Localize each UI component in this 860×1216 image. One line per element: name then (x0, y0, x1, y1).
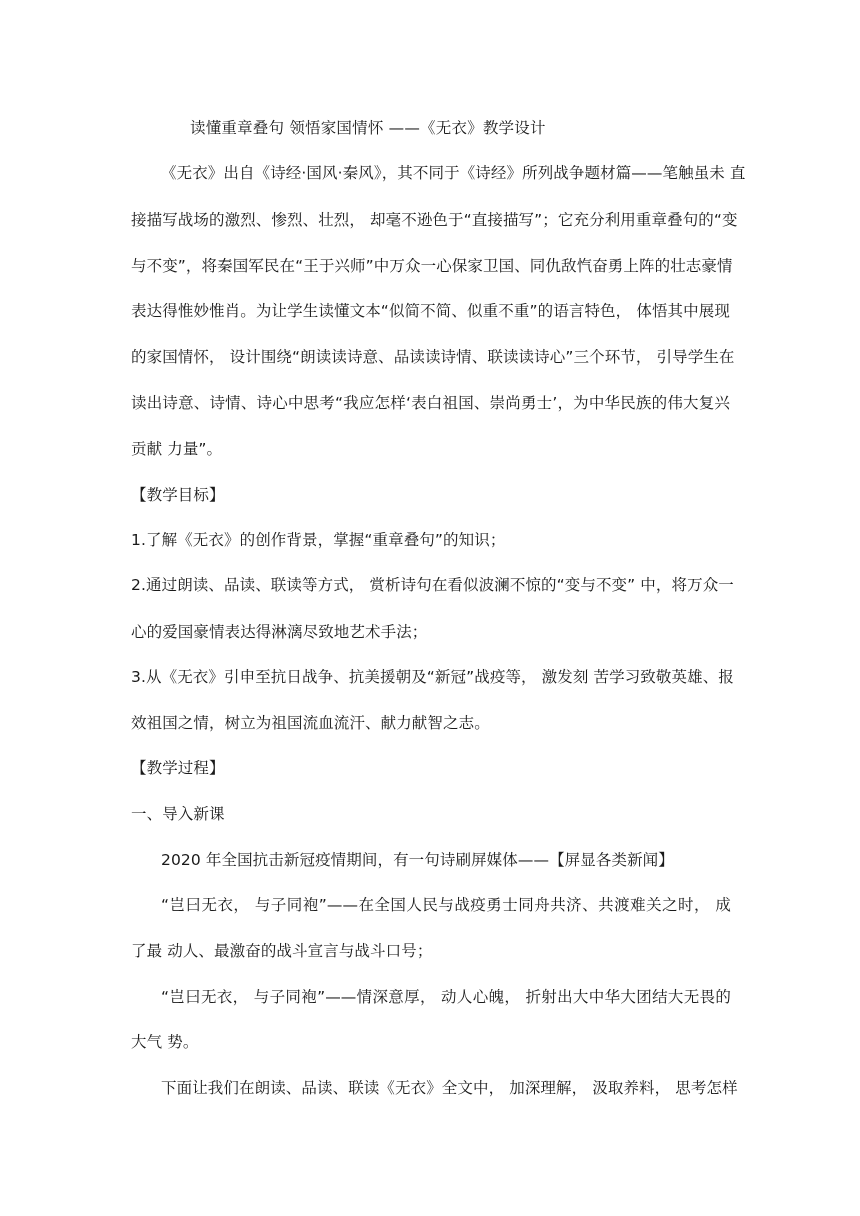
intro-line: 接描写战场的激烈、惨烈、壮烈， 却毫不逊色于“直接描写”；它充分利用重章叠句的“变 (131, 211, 738, 229)
objective-line: 效祖国之情，树立为祖国流血流汗、献力献智之志。 (131, 714, 490, 732)
intro-line: 读出诗意、诗情、诗心中思考“我应怎样‘表白祖国、崇尚勇士’，为中华民族的伟大复兴 (131, 394, 730, 412)
objective-line: 2.通过朗读、品读、联读等方式， 赏析诗句在看似波澜不惊的“变与不变” 中，将万众一 (131, 576, 734, 594)
objective-line: 心的爱国豪情表达得淋漓尽致地艺术手法； (131, 623, 428, 641)
lead-in-line: 下面让我们在朗读、品读、联读《无衣》全文中， 加深理解， 汲取养料， 思考怎样 (161, 1079, 738, 1097)
section-heading: 一、导入新课 (131, 805, 225, 823)
intro-line: 贡献 力量”。 (131, 440, 223, 458)
intro-line: 与不变”，将秦国军民在“王于兴师”中万众一心保家卫国、同仇敌忾奋勇上阵的壮志豪情 (131, 257, 733, 275)
intro-line: 《无衣》出自《诗经·国风·秦风》，其不同于《诗经》所列战争题材篇——笔触虽未 直 (161, 164, 746, 182)
objectives-heading: 【教学目标】 (131, 486, 225, 504)
lead-in-line: 了最 动人、最激奋的战斗宣言与战斗口号； (131, 942, 433, 960)
objective-line: 1.了解《无衣》的创作背景，掌握“重章叠句”的知识； (131, 531, 506, 549)
lead-in-line: “岂曰无衣， 与子同袍”——情深意厚， 动人心魄， 折射出大中华大团结大无畏的 (161, 988, 731, 1006)
lead-in-line: 大气 势。 (131, 1033, 199, 1051)
process-heading: 【教学过程】 (131, 759, 225, 777)
objective-line: 3.从《无衣》引申至抗日战争、抗美援朝及“新冠”战疫等， 激发刻 苦学习致敬英雄、报 (131, 668, 734, 686)
lead-in-line: 2020 年全国抗击新冠疫情期间，有一句诗刷屏媒体——【屏显各类新闻】 (161, 851, 674, 869)
intro-line: 的家国情怀， 设计围绕“朗读读诗意、品读读诗情、联读读诗心”三个环节， 引导学生在 (131, 348, 735, 366)
document-title: 读懂重章叠句 领悟家国情怀 ——《无衣》教学设计 (190, 119, 546, 137)
lead-in-line: “岂曰无衣， 与子同袍”——在全国人民与战疫勇士同舟共济、共渡难关之时， 成 (161, 896, 731, 914)
intro-line: 表达得惟妙惟肖。为让学生读懂文本“似简不简、似重不重”的语言特色， 体悟其中展现 (131, 302, 730, 320)
